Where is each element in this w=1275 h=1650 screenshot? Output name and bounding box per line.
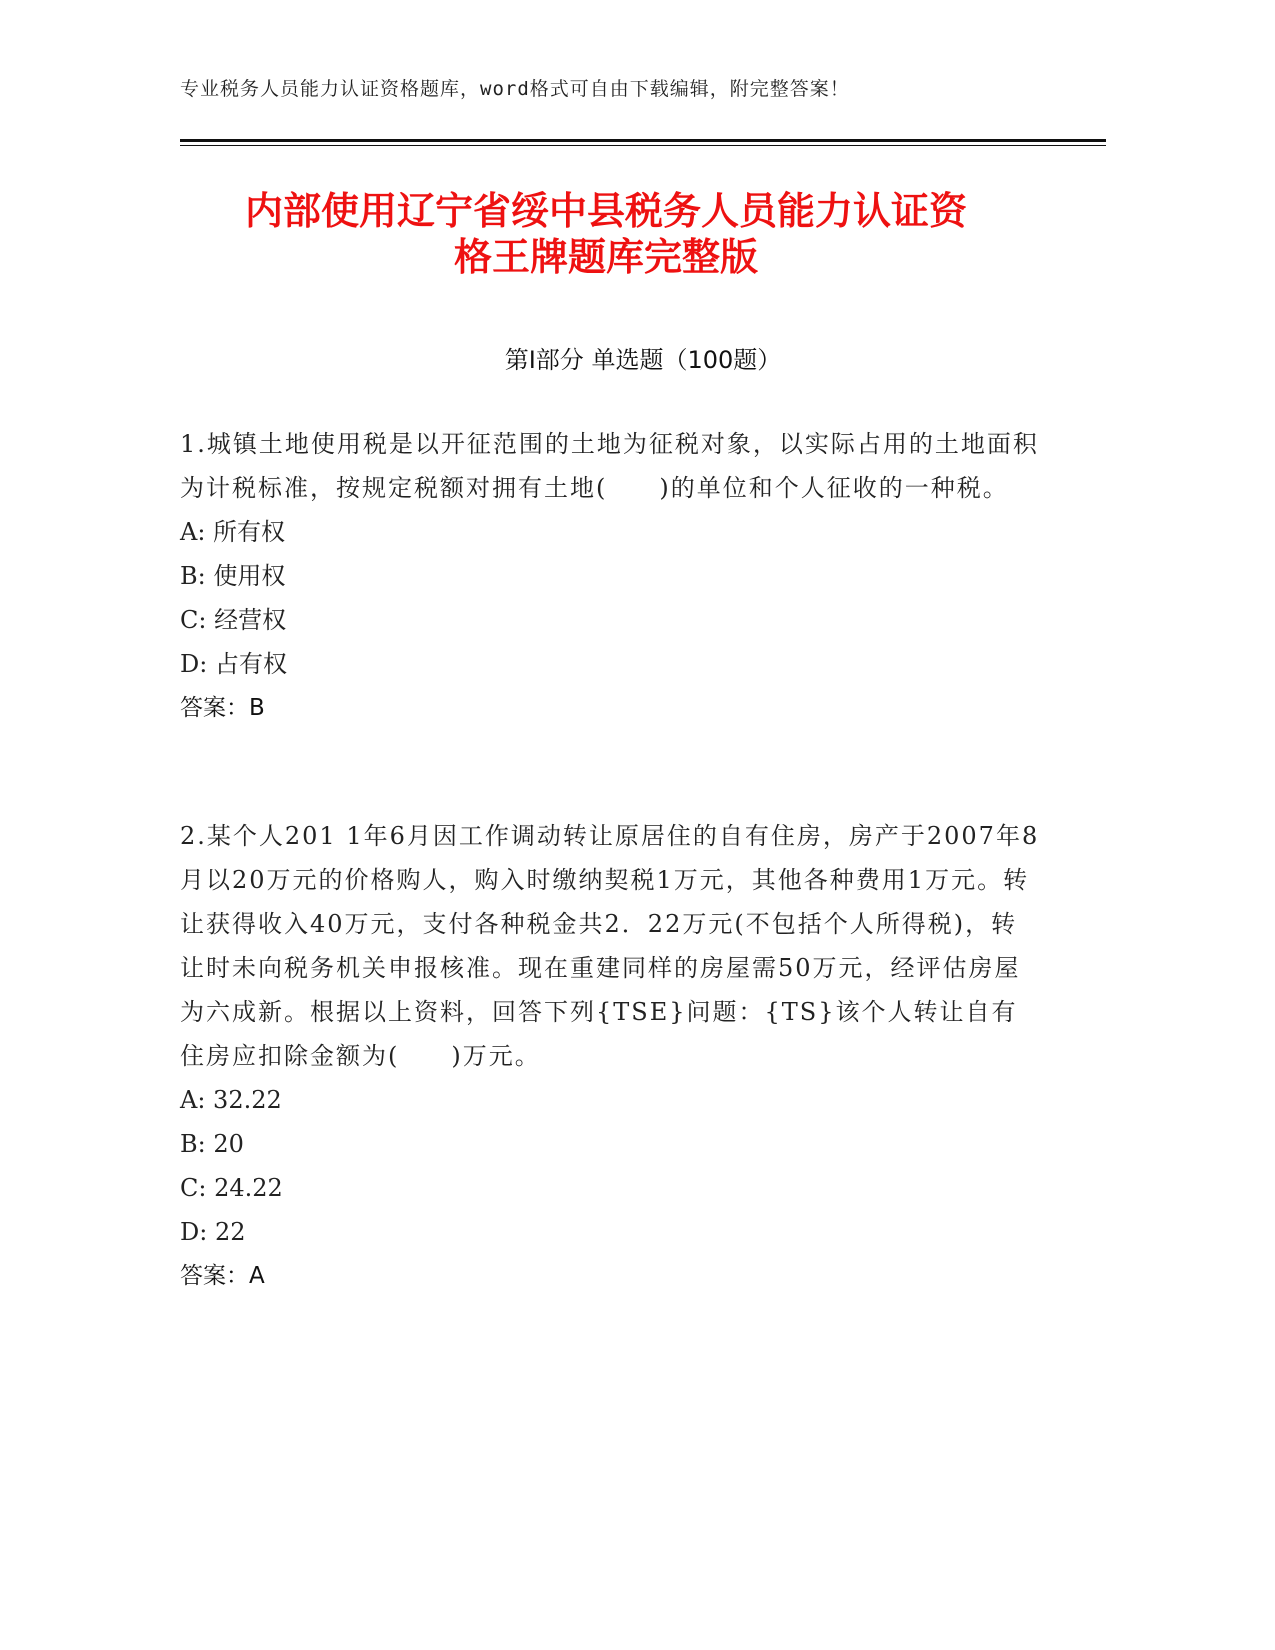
header-note: 专业税务人员能力认证资格题库，word格式可自由下载编辑，附完整答案！ (180, 78, 850, 100)
document-title-line-1: 内部使用辽宁省绥中县税务人员能力认证资 (244, 189, 967, 233)
section-heading: 第Ⅰ部分 单选题（100题） (504, 346, 782, 374)
question-text: 1.城镇土地使用税是以开征范围的土地为征税对象，以实际占用的土地面积为计税标准，按规定税额对拥有土地( )的单位和个人征收的一种税。 (180, 430, 1039, 502)
document-title (150, 188, 1062, 280)
option-a: A: 32.22 (180, 1086, 282, 1114)
question-block (180, 422, 1040, 730)
option-b: B: 使用权 (180, 562, 286, 590)
header-divider-thin (180, 145, 1106, 146)
option-d: D: 占有权 (180, 650, 287, 678)
answer-line: 答案：A (180, 1263, 265, 1289)
question-block (180, 814, 1040, 1298)
question-text: 2.某个人201 1年6月因工作调动转让原居住的自有住房，房产于2007年8月以20万元的价格购人，购入时缴纳契税1万元，其他各种费用1万元。转让获得收入40万元，支付各种税金共2．22万元(不包括个人所得税)，转让时未向税务机关申报核准。现在重建同样的房屋需50万元，经评估房屋为六成新。根据以上资料，回答下列{TSE}问题：{TS}该个人转让自有住房应扣除金额为( )万元。 (180, 822, 1040, 1070)
answer-line: 答案：B (180, 695, 265, 721)
document-title-line-2: 格王牌题库完整版 (453, 235, 758, 279)
header-divider-thick (180, 139, 1106, 142)
option-b: B: 20 (180, 1130, 244, 1158)
option-d: D: 22 (180, 1218, 246, 1246)
option-c: C: 24.22 (180, 1174, 283, 1202)
option-a: A: 所有权 (180, 518, 286, 546)
option-c: C: 经营权 (180, 606, 287, 634)
